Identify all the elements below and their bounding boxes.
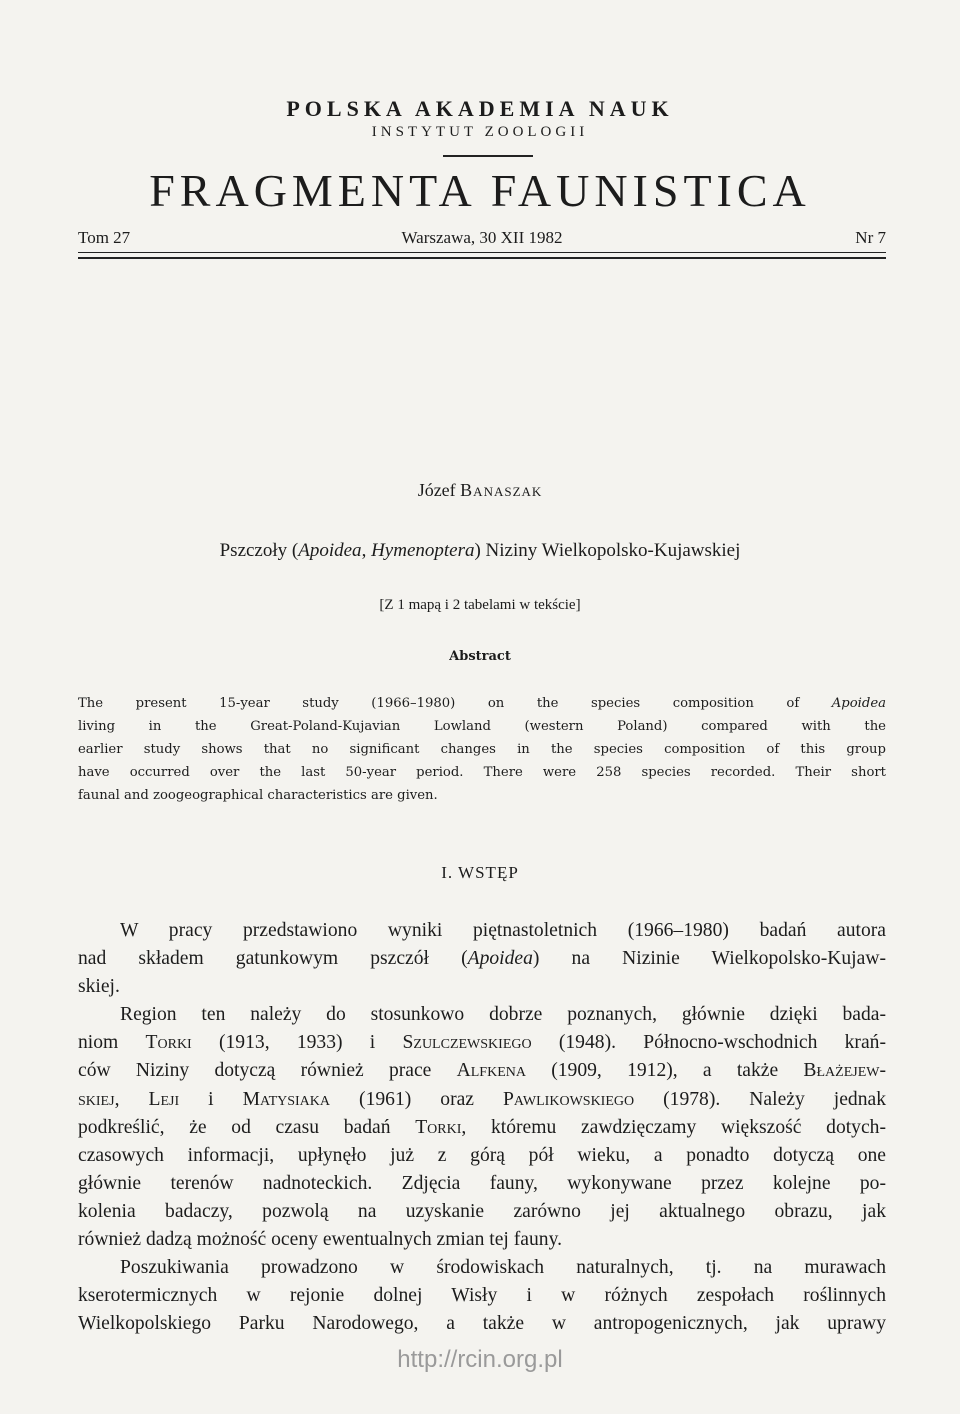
body-line: skiej. — [78, 976, 120, 998]
body-text-run: (1948). Północno-wschodnich krań- — [531, 1032, 886, 1054]
institute-name: INSTYTUT ZOOLOGII — [371, 124, 589, 140]
body-line: Wielkopolskiego Parku Narodowego, a także w antropogenicznych, jak uprawy — [78, 1313, 886, 1335]
cited-author: Torki — [145, 1032, 192, 1054]
title-part: ) Niziny Wielkopolsko-Kujawskiej — [474, 540, 741, 561]
body-text-run: , któremu zawdzięczamy większość dotych- — [461, 1116, 886, 1138]
abstract-body — [78, 692, 886, 807]
cited-author: Torki — [415, 1116, 462, 1138]
cited-author: Szulczewskiego — [402, 1032, 532, 1054]
body-line — [78, 1029, 886, 1057]
body-line: W pracy przedstawiono wyniki piętnastoletnich (1966–1980) badań autora — [120, 920, 886, 941]
body-text-run: (1961) oraz — [330, 1088, 504, 1110]
body-line: kserotermicznych w rejonie dolnej Wisły i w różnych zespołach roślinnych — [78, 1285, 886, 1307]
abstract-line: living in the Great-Poland-Kujavian Lowland (western Poland) compared with the — [78, 719, 886, 734]
body-text-run: (1978). Należy jednak — [634, 1088, 887, 1110]
abstract-line: have occurred over the last 50-year period. There were 258 species recorded. Their short — [78, 765, 886, 780]
issue-number-label: Nr 7 — [855, 228, 886, 247]
body-text-run: niom — [78, 1032, 146, 1054]
body-text-run: podkreślić, że od czasu badań — [78, 1116, 416, 1138]
cited-author: Matysiaka — [242, 1088, 331, 1110]
body-text — [78, 917, 886, 1338]
cited-author: Alfkena — [456, 1060, 526, 1082]
footer-url: http://rcin.org.pl — [397, 1346, 563, 1373]
place-date-label: Warszawa, 30 XII 1982 — [401, 228, 563, 247]
body-text-run: i — [179, 1088, 243, 1110]
body-text-run: ) na Nizinie Wielkopolsko-Kujaw- — [532, 948, 886, 970]
section-heading: I. WSTĘP — [441, 863, 519, 882]
title-part: Pszczoły ( — [219, 540, 299, 561]
abstract-taxon: Apoidea — [831, 696, 886, 711]
body-text-run: (1909, 1912), a także — [525, 1060, 804, 1082]
abstract-line: earlier study shows that no significant changes in the species composition of this group — [78, 742, 886, 757]
body-line — [78, 1057, 886, 1085]
body-line: Poszukiwania prowadzono w środowiskach naturalnych, tj. na murawach — [120, 1257, 886, 1279]
issue-info-row — [78, 228, 886, 250]
body-text-run: ców Niziny dotyczą również prace — [78, 1060, 457, 1082]
cited-author: Pawlikowskiego — [503, 1088, 635, 1110]
abstract-heading: Abstract — [449, 649, 511, 664]
author-last-name: Banaszak — [460, 480, 543, 500]
cited-author: skiej — [78, 1088, 115, 1110]
body-text-run: , — [114, 1088, 149, 1110]
journal-title: FRAGMENTA FAUNISTICA — [149, 165, 811, 216]
title-taxon-apoidea: Apoidea — [298, 540, 362, 561]
body-line: również dadzą możność oceny ewentualnych zmian tej fauny. — [78, 1229, 563, 1251]
body-text-run: nad składem gatunkowym pszczół ( — [78, 948, 468, 970]
body-text-run: (1913, 1933) i — [191, 1032, 403, 1054]
author-first-name: Józef — [417, 480, 456, 500]
body-line — [78, 1086, 886, 1114]
academy-name: POLSKA AKADEMIA NAUK — [286, 96, 674, 121]
author-name — [0, 480, 960, 501]
header-short-rule — [443, 155, 533, 157]
article-note: [Z 1 mapą i 2 tabelami w tekście] — [379, 597, 581, 613]
body-line — [78, 945, 886, 973]
abstract-line: faunal and zoogeographical characteristics are given. — [78, 788, 438, 803]
title-part: , — [361, 540, 372, 561]
header-double-rule — [78, 252, 886, 259]
abstract-text: The present 15-year study (1966–1980) on the species composition of — [78, 696, 832, 711]
title-taxon-hymenoptera: Hymenoptera — [371, 540, 475, 561]
cited-author: Błażejew- — [803, 1060, 886, 1082]
abstract-line — [78, 692, 886, 715]
body-line: Region ten należy do stosunkowo dobrze poznanych, głównie dzięki bada- — [120, 1004, 886, 1026]
volume-label: Tom 27 — [78, 228, 131, 247]
body-line — [78, 1114, 886, 1142]
body-line: głównie terenów nadnoteckich. Zdjęcia fauny, wykonywane przez kolejne po- — [78, 1172, 886, 1194]
article-title — [0, 540, 960, 562]
body-line: czasowych informacji, upłynęło już z górą pół wieku, a ponadto dotyczą one — [78, 1144, 886, 1166]
cited-author: Leji — [148, 1088, 180, 1110]
body-taxon: Apoidea — [467, 948, 533, 970]
body-line: kolenia badaczy, pozwolą na uzyskanie zarówno jej aktualnego obrazu, jak — [78, 1200, 886, 1222]
